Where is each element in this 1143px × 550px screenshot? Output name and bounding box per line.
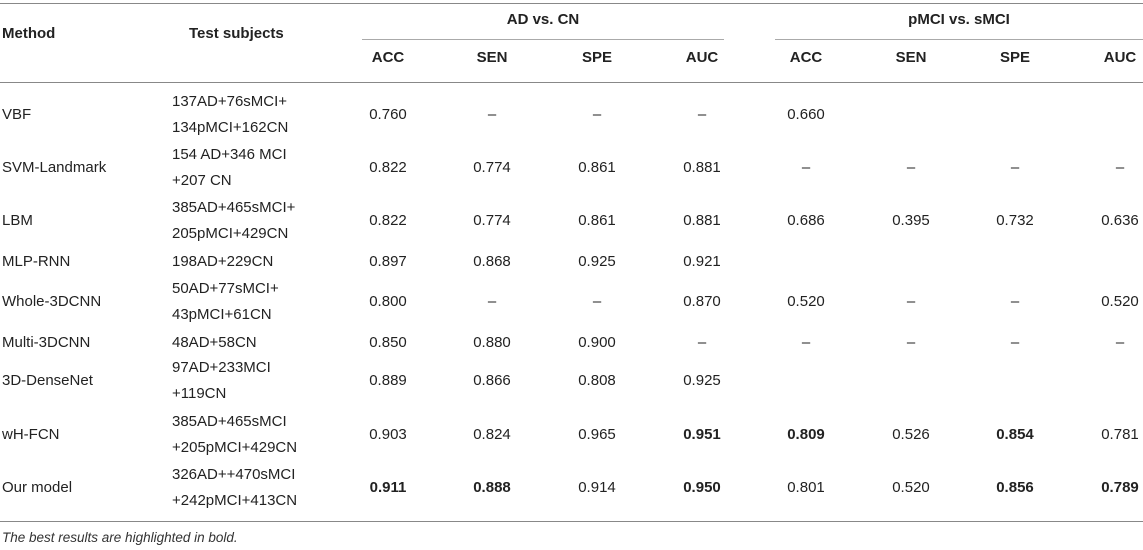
value-cell: –: [487, 293, 497, 310]
method-cell: wH-FCN: [2, 426, 60, 443]
value-cell: –: [1115, 159, 1125, 176]
value-cell: 0.732: [996, 212, 1034, 229]
header-metric-auc-pmci-smci: AUC: [1103, 49, 1137, 66]
value-cell: –: [1010, 159, 1020, 176]
value-cell: 0.950: [683, 479, 721, 496]
value-cell: 0.789: [1101, 479, 1139, 496]
header-bottom-rule: [0, 82, 1143, 83]
value-cell: –: [592, 106, 602, 123]
header-metric-spe-pmci-smci: SPE: [999, 49, 1030, 66]
subjects-cell-line: 97AD+233MCI: [172, 359, 271, 376]
value-cell: 0.850: [369, 334, 407, 351]
value-cell: 0.774: [473, 212, 511, 229]
value-cell: 0.822: [369, 212, 407, 229]
value-cell: –: [906, 159, 916, 176]
value-cell: –: [697, 334, 707, 351]
method-cell: Our model: [2, 479, 73, 496]
table-bottom-rule: [0, 521, 1143, 522]
value-cell: 0.921: [683, 253, 721, 270]
value-cell: 0.868: [473, 253, 511, 270]
header-ad-vs-cn: AD vs. CN: [506, 11, 580, 28]
value-cell: 0.808: [578, 372, 616, 389]
method-cell: Whole-3DCNN: [2, 293, 102, 310]
value-cell: 0.897: [369, 253, 407, 270]
value-cell: –: [1115, 334, 1125, 351]
subjects-cell-line: 134pMCI+162CN: [172, 119, 289, 136]
subjects-cell-line: 50AD+77sMCI+: [172, 280, 279, 297]
value-cell: –: [592, 293, 602, 310]
value-cell: 0.800: [369, 293, 407, 310]
subjects-cell-line: 326AD++470sMCI: [172, 466, 296, 483]
method-cell: LBM: [2, 212, 33, 229]
header-metric-auc-ad-cn: AUC: [685, 49, 719, 66]
value-cell: 0.781: [1101, 426, 1139, 443]
top-rule: [0, 3, 1143, 4]
value-cell: 0.880: [473, 334, 511, 351]
value-cell: 0.951: [683, 426, 721, 443]
value-cell: 0.395: [892, 212, 930, 229]
subjects-cell-line: 48AD+58CN: [172, 334, 257, 351]
group1-underline: [362, 39, 724, 40]
value-cell: 0.900: [578, 334, 616, 351]
value-cell: 0.866: [473, 372, 511, 389]
subjects-cell-line: +205pMCI+429CN: [172, 439, 298, 456]
method-cell: VBF: [2, 106, 32, 123]
value-cell: 0.809: [787, 426, 825, 443]
value-cell: 0.686: [787, 212, 825, 229]
value-cell: –: [1010, 293, 1020, 310]
header-test-subjects: Test subjects: [189, 25, 284, 42]
value-cell: 0.914: [578, 479, 616, 496]
table-footnote: The best results are highlighted in bold.: [2, 530, 238, 545]
value-cell: –: [801, 334, 811, 351]
header-metric-sen-ad-cn: SEN: [476, 49, 508, 66]
subjects-cell-line: 205pMCI+429CN: [172, 225, 289, 242]
value-cell: 0.870: [683, 293, 721, 310]
subjects-cell-line: +207 CN: [172, 172, 232, 189]
value-cell: –: [697, 106, 707, 123]
value-cell: 0.889: [369, 372, 407, 389]
value-cell: 0.526: [892, 426, 930, 443]
subjects-cell-line: 198AD+229CN: [172, 253, 274, 270]
header-metric-acc-pmci-smci: ACC: [789, 49, 823, 66]
subjects-cell-line: +119CN: [172, 385, 227, 402]
value-cell: 0.925: [683, 372, 721, 389]
value-cell: 0.801: [787, 479, 825, 496]
value-cell: –: [1010, 334, 1020, 351]
value-cell: –: [906, 293, 916, 310]
value-cell: 0.861: [578, 212, 616, 229]
value-cell: 0.925: [578, 253, 616, 270]
method-cell: SVM-Landmark: [2, 159, 107, 176]
subjects-cell-line: 385AD+465sMCI: [172, 413, 287, 430]
header-metric-spe-ad-cn: SPE: [581, 49, 612, 66]
value-cell: 0.660: [787, 106, 825, 123]
subjects-cell-line: 385AD+465sMCI+: [172, 199, 296, 216]
method-cell: MLP-RNN: [2, 253, 71, 270]
value-cell: 0.881: [683, 212, 721, 229]
header-pmci-vs-smci: pMCI vs. sMCI: [908, 11, 1010, 28]
header-method: Method: [2, 25, 56, 42]
group2-underline: [775, 39, 1143, 40]
value-cell: 0.965: [578, 426, 616, 443]
value-cell: –: [801, 159, 811, 176]
value-cell: 0.881: [683, 159, 721, 176]
value-cell: 0.822: [369, 159, 407, 176]
method-cell: 3D-DenseNet: [2, 372, 93, 389]
value-cell: 0.903: [369, 426, 407, 443]
header-metric-acc-ad-cn: ACC: [371, 49, 405, 66]
value-cell: 0.911: [369, 479, 407, 496]
value-cell: –: [487, 106, 497, 123]
value-cell: –: [906, 334, 916, 351]
subjects-cell-line: 43pMCI+61CN: [172, 306, 272, 323]
subjects-cell-line: +242pMCI+413CN: [172, 492, 298, 509]
value-cell: 0.636: [1101, 212, 1139, 229]
method-cell: Multi-3DCNN: [2, 334, 91, 351]
header-metric-sen-pmci-smci: SEN: [895, 49, 927, 66]
value-cell: 0.520: [787, 293, 825, 310]
value-cell: 0.854: [996, 426, 1034, 443]
value-cell: 0.824: [473, 426, 511, 443]
value-cell: 0.861: [578, 159, 616, 176]
value-cell: 0.760: [369, 106, 407, 123]
value-cell: 0.520: [892, 479, 930, 496]
value-cell: 0.888: [473, 479, 511, 496]
value-cell: 0.856: [996, 479, 1034, 496]
subjects-cell-line: 137AD+76sMCI+: [172, 93, 288, 110]
value-cell: 0.774: [473, 159, 511, 176]
value-cell: 0.520: [1101, 293, 1139, 310]
subjects-cell-line: 154 AD+346 MCI: [172, 146, 287, 163]
